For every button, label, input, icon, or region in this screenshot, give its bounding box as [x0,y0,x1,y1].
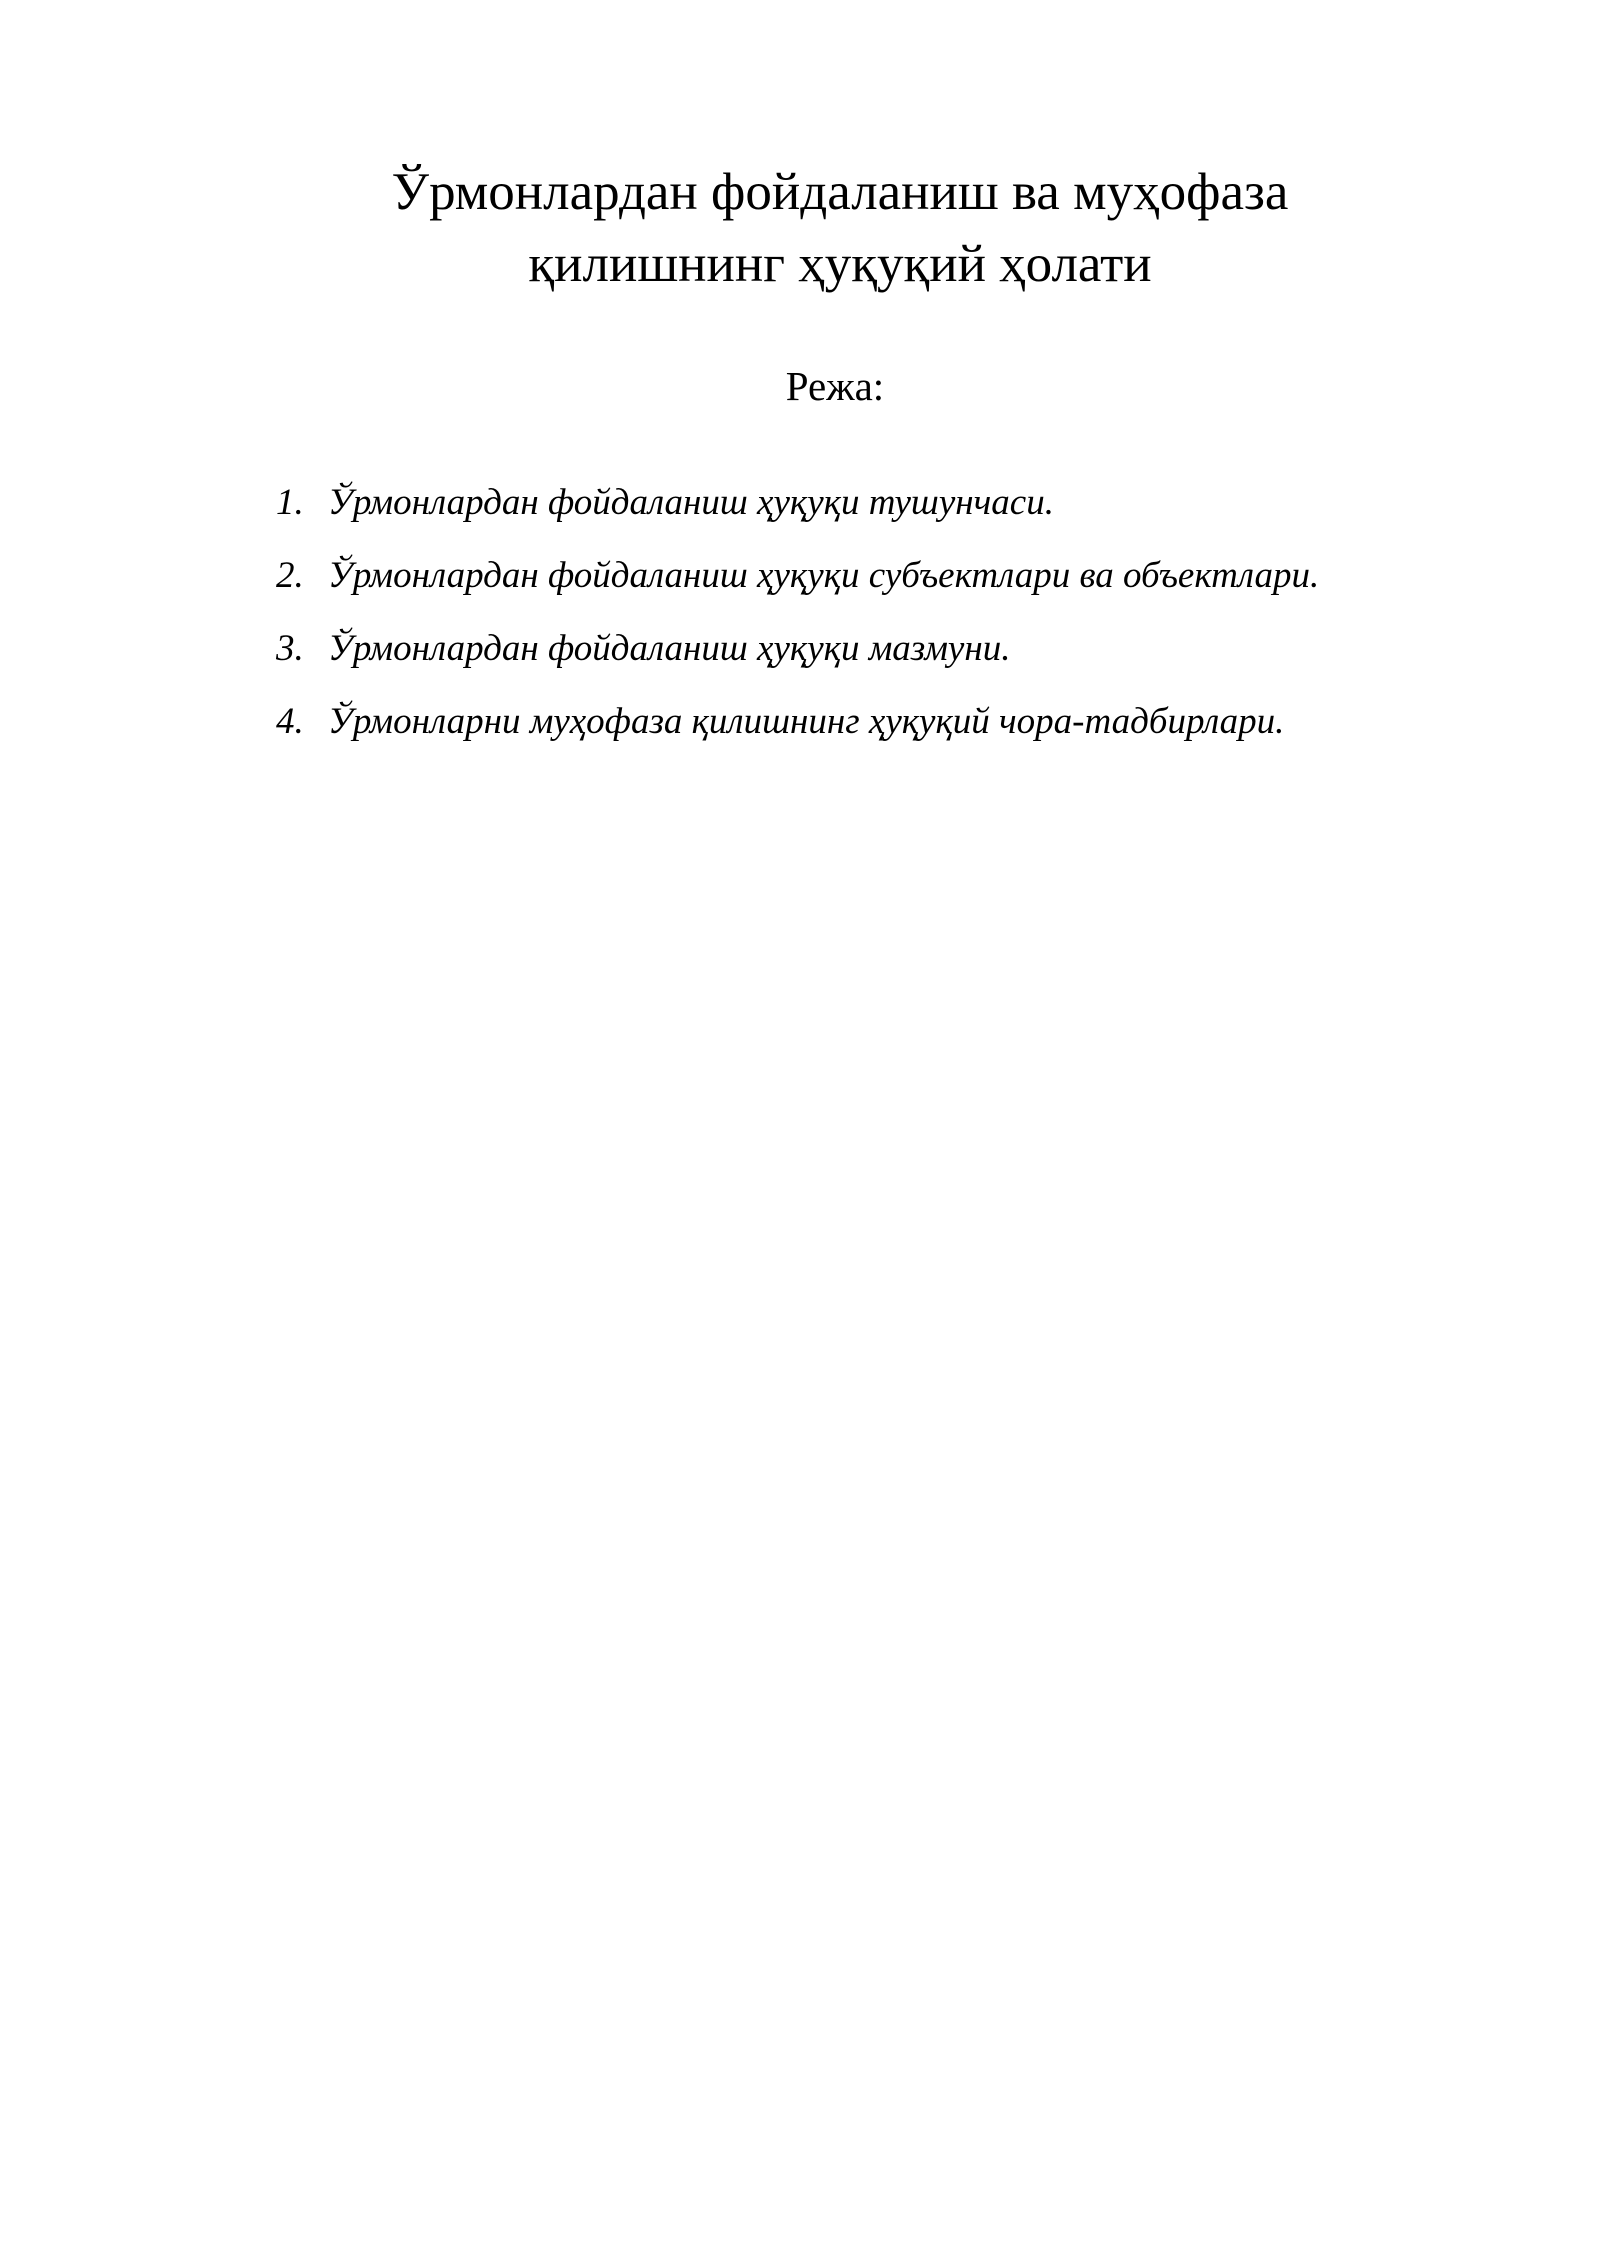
plan-heading: Режа: [785,363,885,409]
plan-item-text: Ўрмонлардан фойдаланиш ҳуқуқи тушунчаси. [328,482,1054,523]
plan-list [276,466,1319,758]
title-line-1: Ўрмонлардан фойдаланиш ва муҳофаза [391,163,1289,221]
plan-item [276,466,1319,539]
plan-item [276,539,1319,612]
plan-item-number: 4. [276,701,304,742]
plan-item-text: Ўрмонлардан фойдаланиш ҳуқуқи мазмуни. [328,628,1011,669]
title-line-2: қилишнинг ҳуқуқий ҳолати [528,235,1152,293]
plan-item-number: 2. [276,555,304,596]
plan-item-number: 3. [276,628,304,669]
plan-item [276,685,1319,758]
plan-item-text: Ўрмонларни муҳофаза қилишнинг ҳуқуқий чора-тадбирлари. [328,701,1285,742]
page-title [0,156,1600,300]
plan-item-text: Ўрмонлардан фойдаланиш ҳуқуқи субъектлари ва объектлари. [328,555,1320,596]
plan-item [276,612,1319,685]
plan-item-number: 1. [276,482,304,523]
